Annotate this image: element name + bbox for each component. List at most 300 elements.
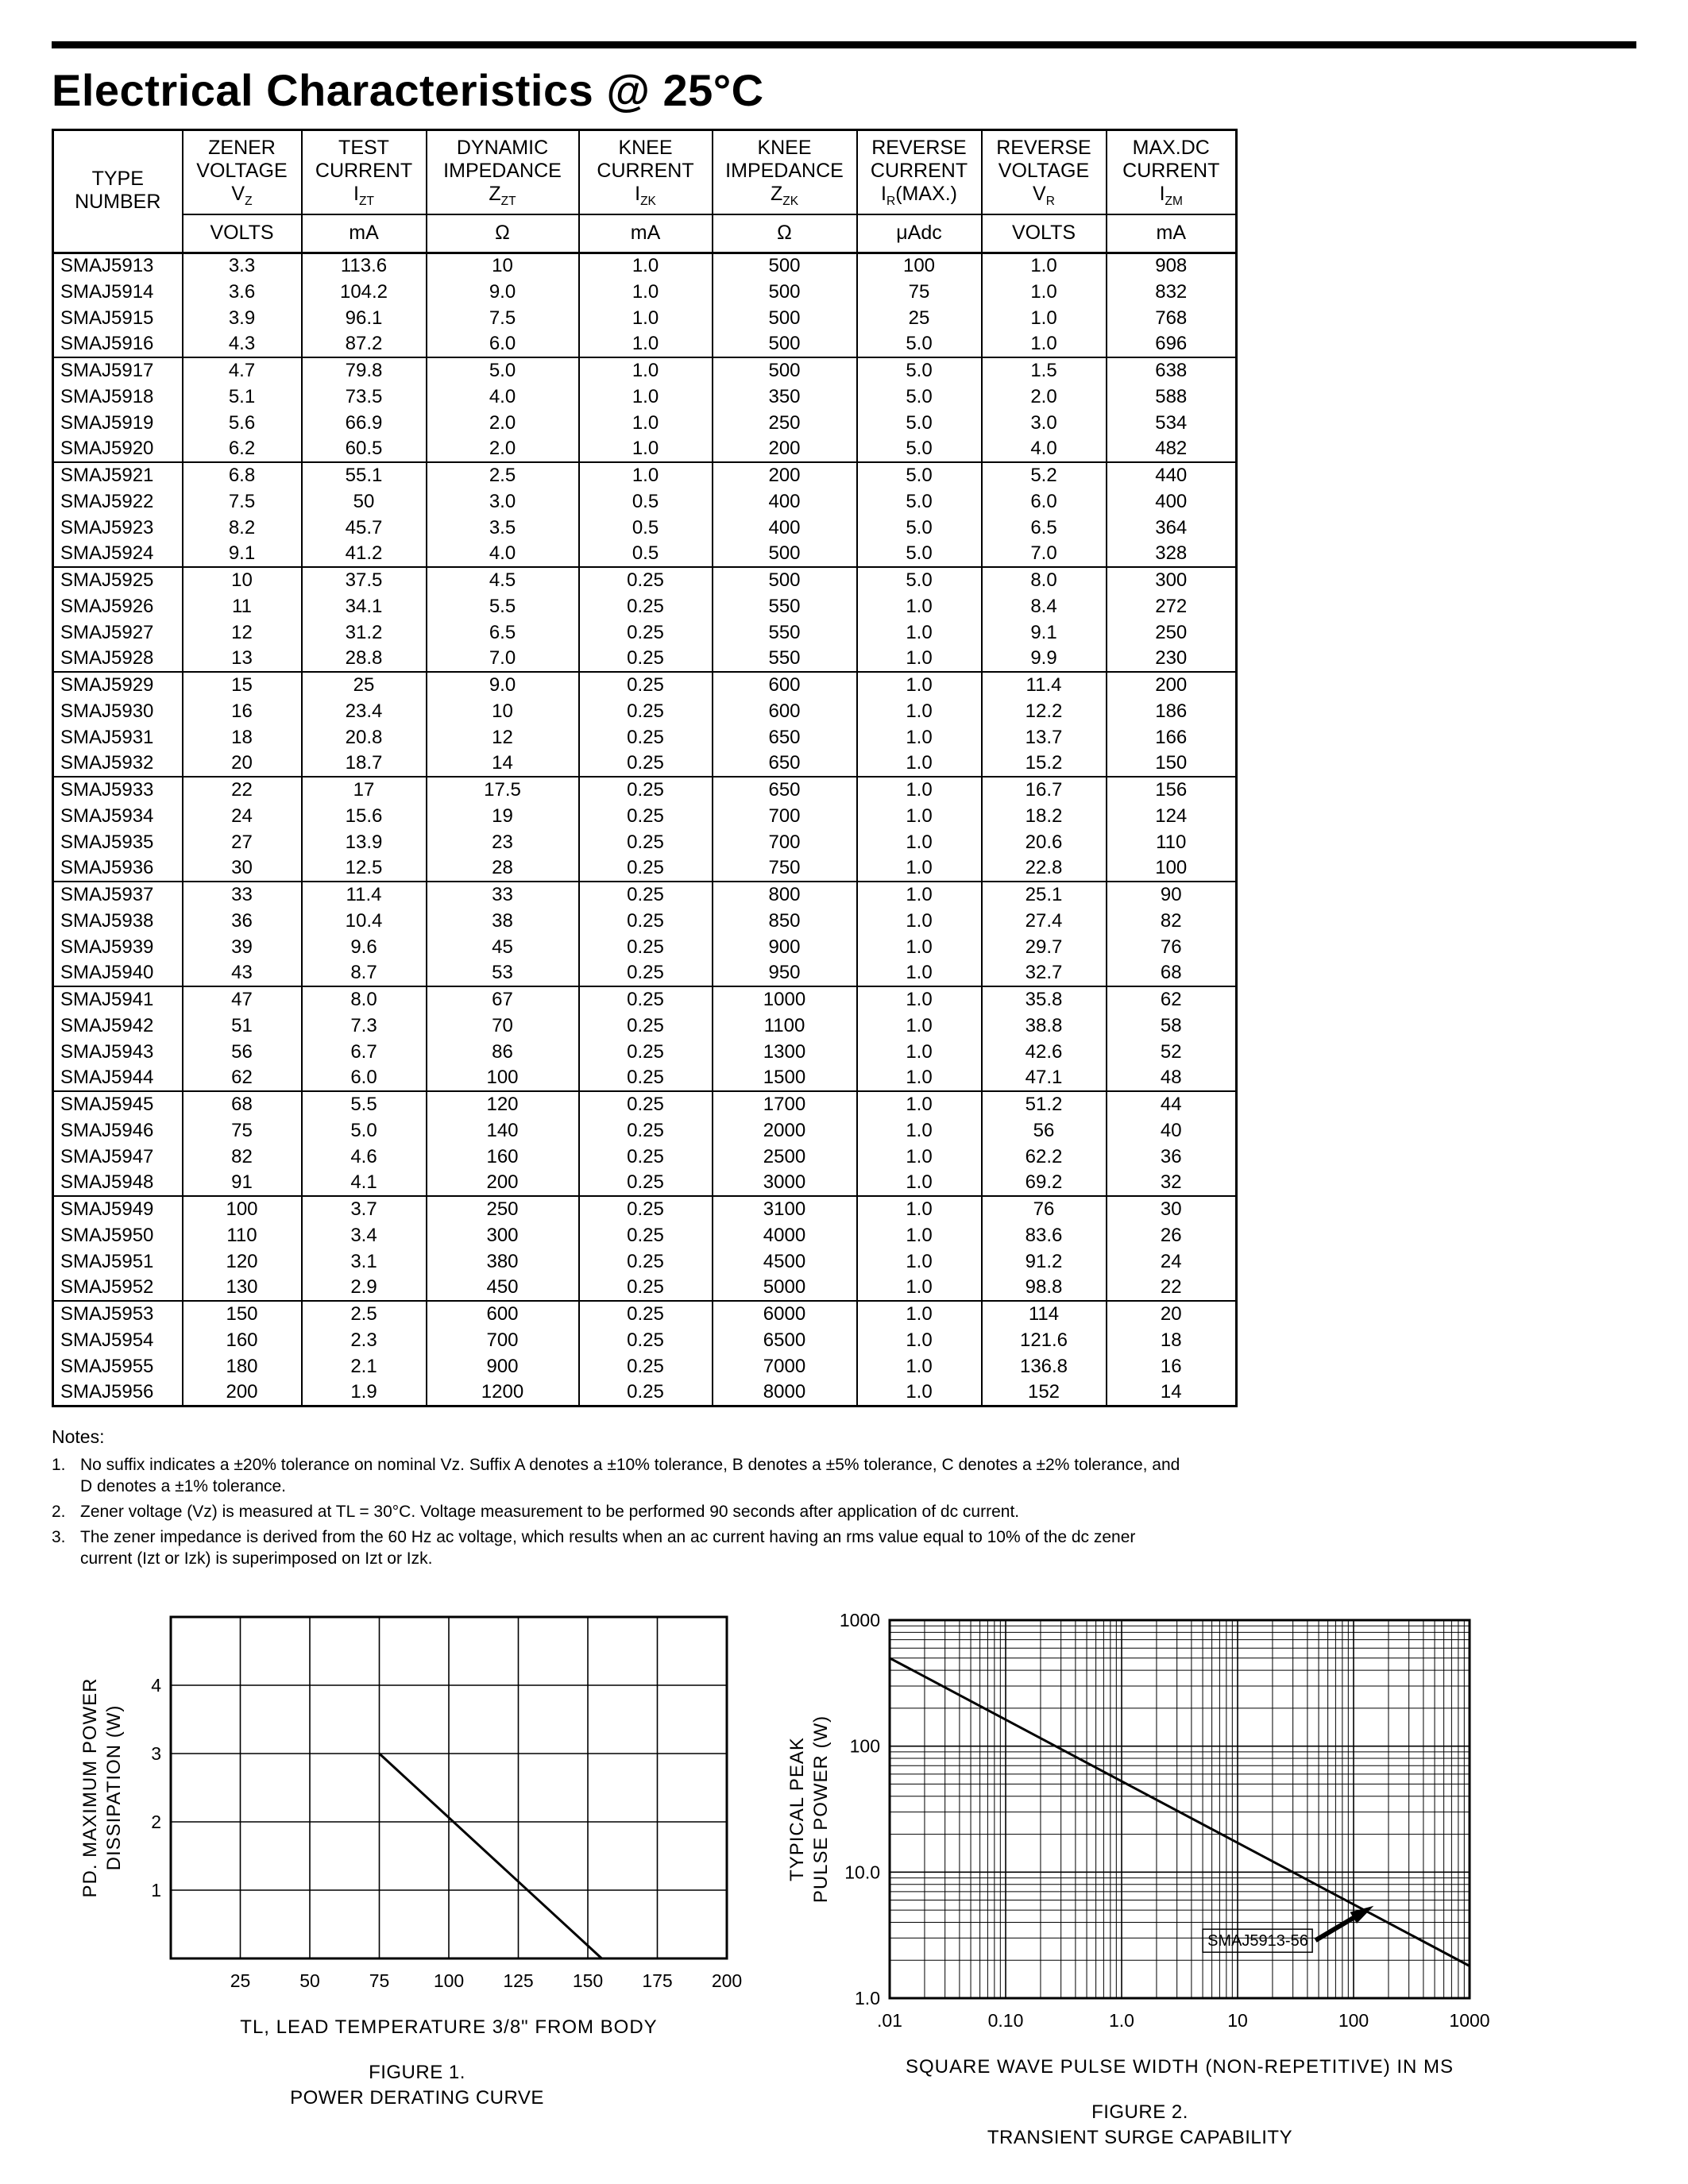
table-cell: 3.3 xyxy=(183,253,302,279)
table-row xyxy=(53,882,1237,908)
note-number: 3. xyxy=(52,1527,66,1546)
table-cell: 6.0 xyxy=(982,488,1107,515)
table-cell: 20 xyxy=(1107,1301,1237,1327)
table-cell: 1.0 xyxy=(857,777,982,803)
table-cell: 62 xyxy=(183,1065,302,1091)
table-cell: 62 xyxy=(1107,986,1237,1013)
table-cell: 45.7 xyxy=(302,515,427,541)
table-cell: 2.1 xyxy=(302,1353,427,1379)
table-cell: 14 xyxy=(1107,1379,1237,1406)
table-cell: SMAJ5947 xyxy=(53,1144,183,1170)
table-row xyxy=(53,908,1237,934)
col-header: TEST CURRENT $I_{ZT}$ xyxy=(302,130,427,215)
table-cell: 6.0 xyxy=(302,1065,427,1091)
table-cell: 600 xyxy=(713,698,857,724)
table-cell: 0.25 xyxy=(579,1144,713,1170)
x-tick-label: 150 xyxy=(572,1970,604,1991)
table-cell: SMAJ5933 xyxy=(53,777,183,803)
table-cell: 0.25 xyxy=(579,672,713,698)
table-cell: 5.0 xyxy=(857,567,982,593)
y-tick-label: 10.0 xyxy=(844,1861,880,1882)
table-cell: SMAJ5935 xyxy=(53,829,183,855)
table-cell: 6.5 xyxy=(427,619,579,646)
table-cell: SMAJ5926 xyxy=(53,593,183,619)
table-cell: 15.6 xyxy=(302,803,427,829)
table-row xyxy=(53,1091,1237,1117)
table-cell: 0.25 xyxy=(579,751,713,777)
table-cell: SMAJ5944 xyxy=(53,1065,183,1091)
table-cell: 1.0 xyxy=(857,724,982,751)
table-row xyxy=(53,410,1237,436)
table-cell: 0.25 xyxy=(579,986,713,1013)
col-header: REVERSE VOLTAGE $V_R$ xyxy=(982,130,1107,215)
x-tick-label: 75 xyxy=(369,1970,390,1991)
table-cell: 25 xyxy=(302,672,427,698)
table-cell: 1.0 xyxy=(857,803,982,829)
x-tick-label: 100 xyxy=(433,1970,465,1991)
table-cell: 7.3 xyxy=(302,1013,427,1039)
y-axis-label: DISSIPATION (W) xyxy=(103,1704,125,1870)
table-cell: SMAJ5940 xyxy=(53,960,183,986)
table-cell: 100 xyxy=(183,1196,302,1222)
table-cell: SMAJ5927 xyxy=(53,619,183,646)
table-cell: 8.4 xyxy=(982,593,1107,619)
table-cell: 250 xyxy=(1107,619,1237,646)
table-cell: 3100 xyxy=(713,1196,857,1222)
table-cell: 114 xyxy=(982,1301,1107,1327)
table-cell: 5.2 xyxy=(982,462,1107,488)
table-cell: 45 xyxy=(427,934,579,960)
table-cell: 5.1 xyxy=(183,384,302,410)
table-cell: 51.2 xyxy=(982,1091,1107,1117)
table-cell: 68 xyxy=(183,1091,302,1117)
table-cell: 75 xyxy=(857,279,982,305)
table-cell: SMAJ5955 xyxy=(53,1353,183,1379)
table-row xyxy=(53,462,1237,488)
table-cell: 1.0 xyxy=(982,253,1107,279)
x-axis-label: SQUARE WAVE PULSE WIDTH (NON-REPETITIVE) IN MS xyxy=(905,2055,1454,2078)
notes-list xyxy=(52,1454,1291,1569)
figure-1-caption-title: FIGURE 1. xyxy=(369,2061,465,2083)
table-row xyxy=(53,515,1237,541)
table-cell: 113.6 xyxy=(302,253,427,279)
table-cell: 22.8 xyxy=(982,855,1107,882)
table-cell: 2.5 xyxy=(427,462,579,488)
table-cell: SMAJ5950 xyxy=(53,1222,183,1248)
table-cell: SMAJ5945 xyxy=(53,1091,183,1117)
table-cell: 1.0 xyxy=(857,934,982,960)
table-cell: 750 xyxy=(713,855,857,882)
table-cell: 5.0 xyxy=(857,541,982,567)
table-cell: 87.2 xyxy=(302,331,427,357)
table-cell: 550 xyxy=(713,593,857,619)
table-cell: 27 xyxy=(183,829,302,855)
table-cell: 11.4 xyxy=(302,882,427,908)
table-cell: 1.0 xyxy=(857,1013,982,1039)
table-cell: 20.6 xyxy=(982,829,1107,855)
table-cell: 55.1 xyxy=(302,462,427,488)
table-cell: 1.0 xyxy=(857,1196,982,1222)
table-cell: 11 xyxy=(183,593,302,619)
table-cell: 91.2 xyxy=(982,1248,1107,1275)
table-cell: SMAJ5919 xyxy=(53,410,183,436)
table-cell: 0.25 xyxy=(579,1379,713,1406)
note-item xyxy=(52,1526,1291,1569)
table-cell: 1.0 xyxy=(857,908,982,934)
table-cell: 1000 xyxy=(713,986,857,1013)
unit-cell: Ω xyxy=(713,214,857,253)
table-cell: SMAJ5918 xyxy=(53,384,183,410)
table-row xyxy=(53,986,1237,1013)
table-cell: 482 xyxy=(1107,436,1237,462)
table-cell: 42.6 xyxy=(982,1039,1107,1065)
table-cell: 7.5 xyxy=(183,488,302,515)
table-cell: 1.0 xyxy=(579,253,713,279)
table-cell: 5.0 xyxy=(857,331,982,357)
table-cell: 150 xyxy=(1107,751,1237,777)
table-cell: 908 xyxy=(1107,253,1237,279)
table-cell: 1.0 xyxy=(982,279,1107,305)
table-cell: 5.5 xyxy=(302,1091,427,1117)
table-cell: 1.0 xyxy=(857,672,982,698)
x-tick-label: 50 xyxy=(299,1970,320,1991)
table-cell: 1.0 xyxy=(579,436,713,462)
table-cell: 500 xyxy=(713,305,857,331)
table-cell: 1.0 xyxy=(857,1248,982,1275)
unit-cell: mA xyxy=(579,214,713,253)
table-cell: 156 xyxy=(1107,777,1237,803)
table-cell: 350 xyxy=(713,384,857,410)
table-cell: 18.7 xyxy=(302,751,427,777)
table-cell: SMAJ5913 xyxy=(53,253,183,279)
table-cell: 140 xyxy=(427,1117,579,1144)
table-cell: SMAJ5925 xyxy=(53,567,183,593)
table-cell: 51 xyxy=(183,1013,302,1039)
figure-2-caption-title: FIGURE 2. xyxy=(1091,2101,1188,2123)
table-cell: 28.8 xyxy=(302,646,427,672)
table-cell: 31.2 xyxy=(302,619,427,646)
y-tick-label: 1 xyxy=(151,1879,161,1900)
x-tick-label: 100 xyxy=(1338,2009,1369,2031)
table-cell: 0.25 xyxy=(579,698,713,724)
table-row xyxy=(53,1196,1237,1222)
table-cell: 650 xyxy=(713,751,857,777)
table-cell: 1.0 xyxy=(857,1379,982,1406)
table-cell: 16.7 xyxy=(982,777,1107,803)
units-row xyxy=(53,214,1237,253)
table-cell: 83.6 xyxy=(982,1222,1107,1248)
table-cell: 66.9 xyxy=(302,410,427,436)
table-row xyxy=(53,279,1237,305)
table-cell: 38.8 xyxy=(982,1013,1107,1039)
table-cell: 13.9 xyxy=(302,829,427,855)
col-header: KNEE IMPEDANCE $Z_{ZK}$ xyxy=(713,130,857,215)
table-cell: 1.0 xyxy=(857,646,982,672)
table-cell: 13.7 xyxy=(982,724,1107,751)
note-item xyxy=(52,1501,1291,1522)
table-cell: 8000 xyxy=(713,1379,857,1406)
table-cell: 1200 xyxy=(427,1379,579,1406)
table-cell: 15 xyxy=(183,672,302,698)
table-row xyxy=(53,357,1237,384)
table-cell: 16 xyxy=(1107,1353,1237,1379)
table-cell: SMAJ5931 xyxy=(53,724,183,751)
table-cell: 200 xyxy=(1107,672,1237,698)
note-item xyxy=(52,1454,1291,1497)
table-cell: 100 xyxy=(857,253,982,279)
table-cell: 69.2 xyxy=(982,1170,1107,1196)
table-cell: 200 xyxy=(713,436,857,462)
table-cell: 70 xyxy=(427,1013,579,1039)
table-cell: 1.0 xyxy=(857,882,982,908)
table-row xyxy=(53,619,1237,646)
table-cell: 364 xyxy=(1107,515,1237,541)
table-cell: 588 xyxy=(1107,384,1237,410)
table-cell: SMAJ5946 xyxy=(53,1117,183,1144)
table-cell: 32.7 xyxy=(982,960,1107,986)
table-cell: 2000 xyxy=(713,1117,857,1144)
figure-2-caption xyxy=(987,2100,1292,2151)
y-axis-label: PULSE POWER (W) xyxy=(810,1715,832,1903)
table-cell: 230 xyxy=(1107,646,1237,672)
table-cell: 90 xyxy=(1107,882,1237,908)
y-tick-label: 2 xyxy=(151,1811,161,1832)
table-cell: 1.0 xyxy=(857,698,982,724)
table-cell: 0.25 xyxy=(579,1091,713,1117)
table-cell: 0.25 xyxy=(579,882,713,908)
plot-border xyxy=(890,1620,1470,1998)
table-cell: SMAJ5951 xyxy=(53,1248,183,1275)
table-cell: 20.8 xyxy=(302,724,427,751)
table-cell: 58 xyxy=(1107,1013,1237,1039)
table-cell: 17 xyxy=(302,777,427,803)
table-cell: 30 xyxy=(1107,1196,1237,1222)
table-cell: 0.25 xyxy=(579,593,713,619)
table-cell: SMAJ5948 xyxy=(53,1170,183,1196)
table-cell: 950 xyxy=(713,960,857,986)
table-cell: 48 xyxy=(1107,1065,1237,1091)
table-cell: 8.7 xyxy=(302,960,427,986)
table-cell: 7.0 xyxy=(427,646,579,672)
table-cell: 4.1 xyxy=(302,1170,427,1196)
x-tick-label: 25 xyxy=(230,1970,251,1991)
table-cell: 0.25 xyxy=(579,1327,713,1353)
table-cell: 1.0 xyxy=(857,751,982,777)
table-cell: SMAJ5928 xyxy=(53,646,183,672)
table-cell: SMAJ5922 xyxy=(53,488,183,515)
table-cell: 6.8 xyxy=(183,462,302,488)
table-cell: 11.4 xyxy=(982,672,1107,698)
table-cell: SMAJ5934 xyxy=(53,803,183,829)
table-cell: 27.4 xyxy=(982,908,1107,934)
table-cell: 30 xyxy=(183,855,302,882)
table-cell: 6.0 xyxy=(427,331,579,357)
figure-1 xyxy=(75,1603,759,2151)
table-cell: SMAJ5949 xyxy=(53,1196,183,1222)
table-cell: 4.7 xyxy=(183,357,302,384)
table-cell: 130 xyxy=(183,1275,302,1301)
table-cell: 28 xyxy=(427,855,579,882)
table-cell: 4500 xyxy=(713,1248,857,1275)
table-cell: 0.25 xyxy=(579,934,713,960)
table-cell: 12.2 xyxy=(982,698,1107,724)
table-cell: 1700 xyxy=(713,1091,857,1117)
table-cell: 1.0 xyxy=(579,462,713,488)
table-cell: 250 xyxy=(427,1196,579,1222)
table-cell: 50 xyxy=(302,488,427,515)
col-header: DYNAMIC IMPEDANCE $Z_{ZT}$ xyxy=(427,130,579,215)
table-cell: 18 xyxy=(1107,1327,1237,1353)
table-cell: 38 xyxy=(427,908,579,934)
unit-cell: mA xyxy=(1107,214,1237,253)
table-cell: SMAJ5914 xyxy=(53,279,183,305)
table-cell: 550 xyxy=(713,646,857,672)
table-cell: 0.25 xyxy=(579,1248,713,1275)
table-cell: 4.3 xyxy=(183,331,302,357)
table-cell: 152 xyxy=(982,1379,1107,1406)
table-cell: 120 xyxy=(427,1091,579,1117)
table-cell: SMAJ5941 xyxy=(53,986,183,1013)
table-cell: 3.0 xyxy=(427,488,579,515)
table-cell: 1.5 xyxy=(982,357,1107,384)
table-cell: SMAJ5953 xyxy=(53,1301,183,1327)
table-cell: SMAJ5916 xyxy=(53,331,183,357)
note-number: 1. xyxy=(52,1455,66,1474)
table-cell: SMAJ5915 xyxy=(53,305,183,331)
table-cell: 700 xyxy=(427,1327,579,1353)
table-cell: 5.0 xyxy=(857,410,982,436)
table-cell: 120 xyxy=(183,1248,302,1275)
table-cell: 18.2 xyxy=(982,803,1107,829)
table-cell: 550 xyxy=(713,619,857,646)
table-cell: 166 xyxy=(1107,724,1237,751)
y-tick-label: 4 xyxy=(151,1674,161,1696)
col-header: ZENER VOLTAGE $V_Z$ xyxy=(183,130,302,215)
table-cell: 23.4 xyxy=(302,698,427,724)
table-cell: SMAJ5942 xyxy=(53,1013,183,1039)
top-rule xyxy=(52,41,1636,48)
table-cell: SMAJ5936 xyxy=(53,855,183,882)
table-cell: 0.25 xyxy=(579,960,713,986)
x-tick-label: 1000 xyxy=(1449,2009,1490,2031)
table-row xyxy=(53,1248,1237,1275)
table-cell: 0.25 xyxy=(579,1039,713,1065)
y-axis-label: PD. MAXIMUM POWER xyxy=(79,1677,101,1898)
table-cell: 1.0 xyxy=(857,1039,982,1065)
table-row xyxy=(53,724,1237,751)
table-cell: 0.25 xyxy=(579,855,713,882)
table-cell: 500 xyxy=(713,331,857,357)
table-cell: 1.0 xyxy=(857,960,982,986)
table-cell: 4.0 xyxy=(427,384,579,410)
table-cell: 8.2 xyxy=(183,515,302,541)
table-cell: 76 xyxy=(1107,934,1237,960)
col-header: MAX.DC CURRENT $I_{ZM}$ xyxy=(1107,130,1237,215)
table-row xyxy=(53,593,1237,619)
table-cell: 200 xyxy=(183,1379,302,1406)
table-cell: 5000 xyxy=(713,1275,857,1301)
table-cell: 4.6 xyxy=(302,1144,427,1170)
table-cell: 1.0 xyxy=(857,1170,982,1196)
table-cell: 9.0 xyxy=(427,672,579,698)
table-cell: 1.0 xyxy=(579,305,713,331)
table-cell: 13 xyxy=(183,646,302,672)
table-cell: 1100 xyxy=(713,1013,857,1039)
table-cell: 1.0 xyxy=(857,986,982,1013)
table-cell: 1.0 xyxy=(982,305,1107,331)
table-cell: 6500 xyxy=(713,1327,857,1353)
table-cell: 2.0 xyxy=(427,410,579,436)
table-row xyxy=(53,541,1237,567)
table-cell: 136.8 xyxy=(982,1353,1107,1379)
table-cell: 3.0 xyxy=(982,410,1107,436)
table-cell: 2.0 xyxy=(982,384,1107,410)
table-cell: 3.7 xyxy=(302,1196,427,1222)
table-cell: 82 xyxy=(183,1144,302,1170)
table-cell: SMAJ5932 xyxy=(53,751,183,777)
table-cell: 62.2 xyxy=(982,1144,1107,1170)
table-row xyxy=(53,1117,1237,1144)
table-cell: SMAJ5937 xyxy=(53,882,183,908)
table-row xyxy=(53,436,1237,462)
table-cell: 10.4 xyxy=(302,908,427,934)
table-cell: 0.25 xyxy=(579,908,713,934)
table-cell: 37.5 xyxy=(302,567,427,593)
table-cell: 25.1 xyxy=(982,882,1107,908)
table-row xyxy=(53,331,1237,357)
table-cell: 250 xyxy=(713,410,857,436)
figure-2-caption-subtitle: TRANSIENT SURGE CAPABILITY xyxy=(987,2126,1293,2148)
table-cell: 1.0 xyxy=(857,1327,982,1353)
table-cell: 33 xyxy=(427,882,579,908)
x-tick-label: 200 xyxy=(711,1970,743,1991)
table-cell: 3.6 xyxy=(183,279,302,305)
power-derating-chart xyxy=(75,1603,759,2047)
table-cell: 534 xyxy=(1107,410,1237,436)
table-row xyxy=(53,1170,1237,1196)
table-cell: 0.25 xyxy=(579,619,713,646)
table-cell: SMAJ5924 xyxy=(53,541,183,567)
table-cell: 121.6 xyxy=(982,1327,1107,1353)
table-row xyxy=(53,1013,1237,1039)
table-row xyxy=(53,1275,1237,1301)
figures-row xyxy=(75,1603,1636,2151)
table-cell: 0.25 xyxy=(579,567,713,593)
table-cell: 0.25 xyxy=(579,803,713,829)
table-cell: SMAJ5920 xyxy=(53,436,183,462)
table-cell: 75 xyxy=(183,1117,302,1144)
table-cell: 0.25 xyxy=(579,1301,713,1327)
table-cell: 600 xyxy=(427,1301,579,1327)
table-row xyxy=(53,488,1237,515)
table-cell: 400 xyxy=(713,515,857,541)
table-cell: 4.0 xyxy=(427,541,579,567)
table-cell: 86 xyxy=(427,1039,579,1065)
table-row xyxy=(53,803,1237,829)
table-row xyxy=(53,1327,1237,1353)
table-cell: 17.5 xyxy=(427,777,579,803)
table-row xyxy=(53,960,1237,986)
table-cell: 5.6 xyxy=(183,410,302,436)
unit-cell: VOLTS xyxy=(183,214,302,253)
table-cell: 900 xyxy=(427,1353,579,1379)
header-row xyxy=(53,130,1237,215)
table-cell: 22 xyxy=(183,777,302,803)
table-cell: 5.0 xyxy=(857,462,982,488)
table-cell: 43 xyxy=(183,960,302,986)
table-cell: 2.5 xyxy=(302,1301,427,1327)
x-tick-label: 125 xyxy=(503,1970,534,1991)
